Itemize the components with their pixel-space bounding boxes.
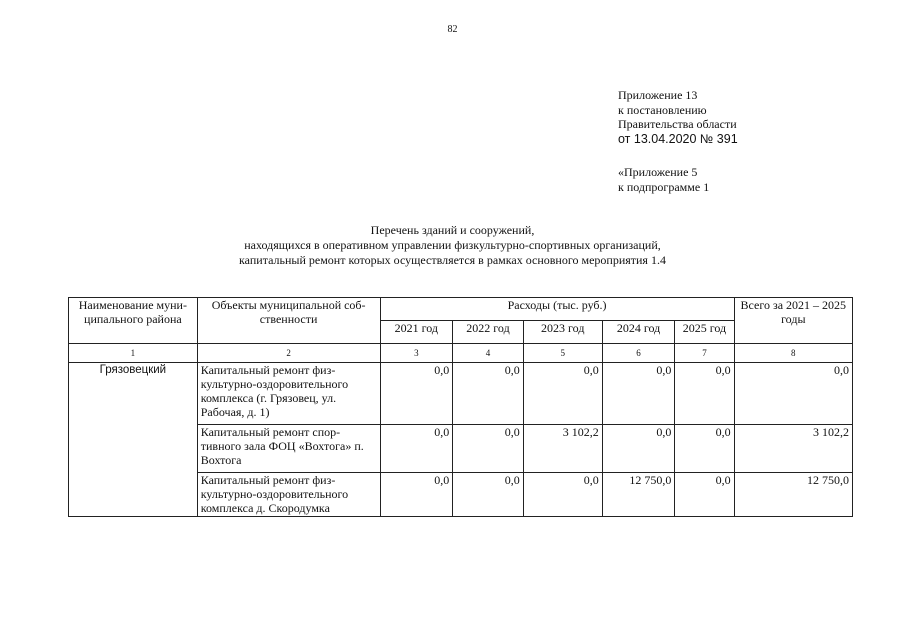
appendix-line: к подпрограмме 1: [618, 179, 710, 194]
table-row: [69, 363, 853, 425]
value-cell: 0,0: [453, 363, 524, 425]
header-expenses: Расходы (тыс. руб.): [380, 298, 734, 321]
title-line: Перечень зданий и сооружений,: [370, 223, 535, 237]
title-line: капитальный ремонт которых осуществляется в рамках основного мероприятия 1.4: [239, 253, 666, 267]
value-cell: 0,0: [380, 473, 453, 517]
page-number: 82: [447, 24, 458, 35]
header-total: Всего за 2021 – 2025 годы: [734, 298, 852, 344]
column-index: 1: [69, 344, 198, 363]
object-cell: Капитальный ремонт физ-культурно-оздоровительного комплекса (г. Грязовец, ул. Рабочая, д. 1): [197, 363, 380, 425]
district-cell: Грязовецкий: [69, 363, 198, 517]
appendix-line: к постановлению: [618, 102, 707, 117]
total-cell: 3 102,2: [734, 425, 852, 473]
appendix-header: [618, 88, 738, 146]
column-index: 7: [675, 344, 734, 363]
header-object: Объекты муниципальной соб-ственности: [197, 298, 380, 344]
appendix-line: «Приложение 5: [618, 165, 698, 179]
column-index: 2: [197, 344, 380, 363]
object-cell: Капитальный ремонт физ-культурно-оздоровительного комплекса д. Скородумка: [197, 473, 380, 517]
value-cell: 12 750,0: [602, 473, 675, 517]
header-district: Наименование муни-ципального района: [69, 298, 198, 344]
document-title: [0, 223, 905, 268]
value-cell: 0,0: [523, 473, 602, 517]
appendix-line: Приложение 13: [618, 88, 698, 102]
column-index: 6: [602, 344, 675, 363]
column-index: 5: [523, 344, 602, 363]
column-index: 4: [453, 344, 524, 363]
header-year: 2021 год: [380, 321, 453, 344]
value-cell: 0,0: [380, 425, 453, 473]
header-year: 2022 год: [453, 321, 524, 344]
value-cell: 0,0: [523, 363, 602, 425]
object-cell: Капитальный ремонт спор-тивного зала ФОЦ «Вохтога» п. Вохтога: [197, 425, 380, 473]
buildings-table: [68, 297, 853, 517]
value-cell: 0,0: [675, 473, 734, 517]
total-cell: 0,0: [734, 363, 852, 425]
column-index: 3: [380, 344, 453, 363]
appendix-line: Правительства области: [618, 117, 737, 131]
title-line: находящихся в оперативном управлении физкультурно-спортивных организаций,: [244, 238, 661, 252]
value-cell: 0,0: [602, 363, 675, 425]
value-cell: 0,0: [602, 425, 675, 473]
column-index: 8: [734, 344, 852, 363]
value-cell: 0,0: [675, 425, 734, 473]
header-year: 2023 год: [523, 321, 602, 344]
header-year: 2025 год: [675, 321, 734, 344]
appendix-date-line: от 13.04.2020 № 391: [618, 131, 738, 146]
column-index-row: [69, 344, 853, 363]
original-appendix-header: [618, 165, 709, 194]
header-year: 2024 год: [602, 321, 675, 344]
value-cell: 3 102,2: [523, 425, 602, 473]
value-cell: 0,0: [675, 363, 734, 425]
value-cell: 0,0: [453, 473, 524, 517]
value-cell: 0,0: [453, 425, 524, 473]
value-cell: 0,0: [380, 363, 453, 425]
total-cell: 12 750,0: [734, 473, 852, 517]
